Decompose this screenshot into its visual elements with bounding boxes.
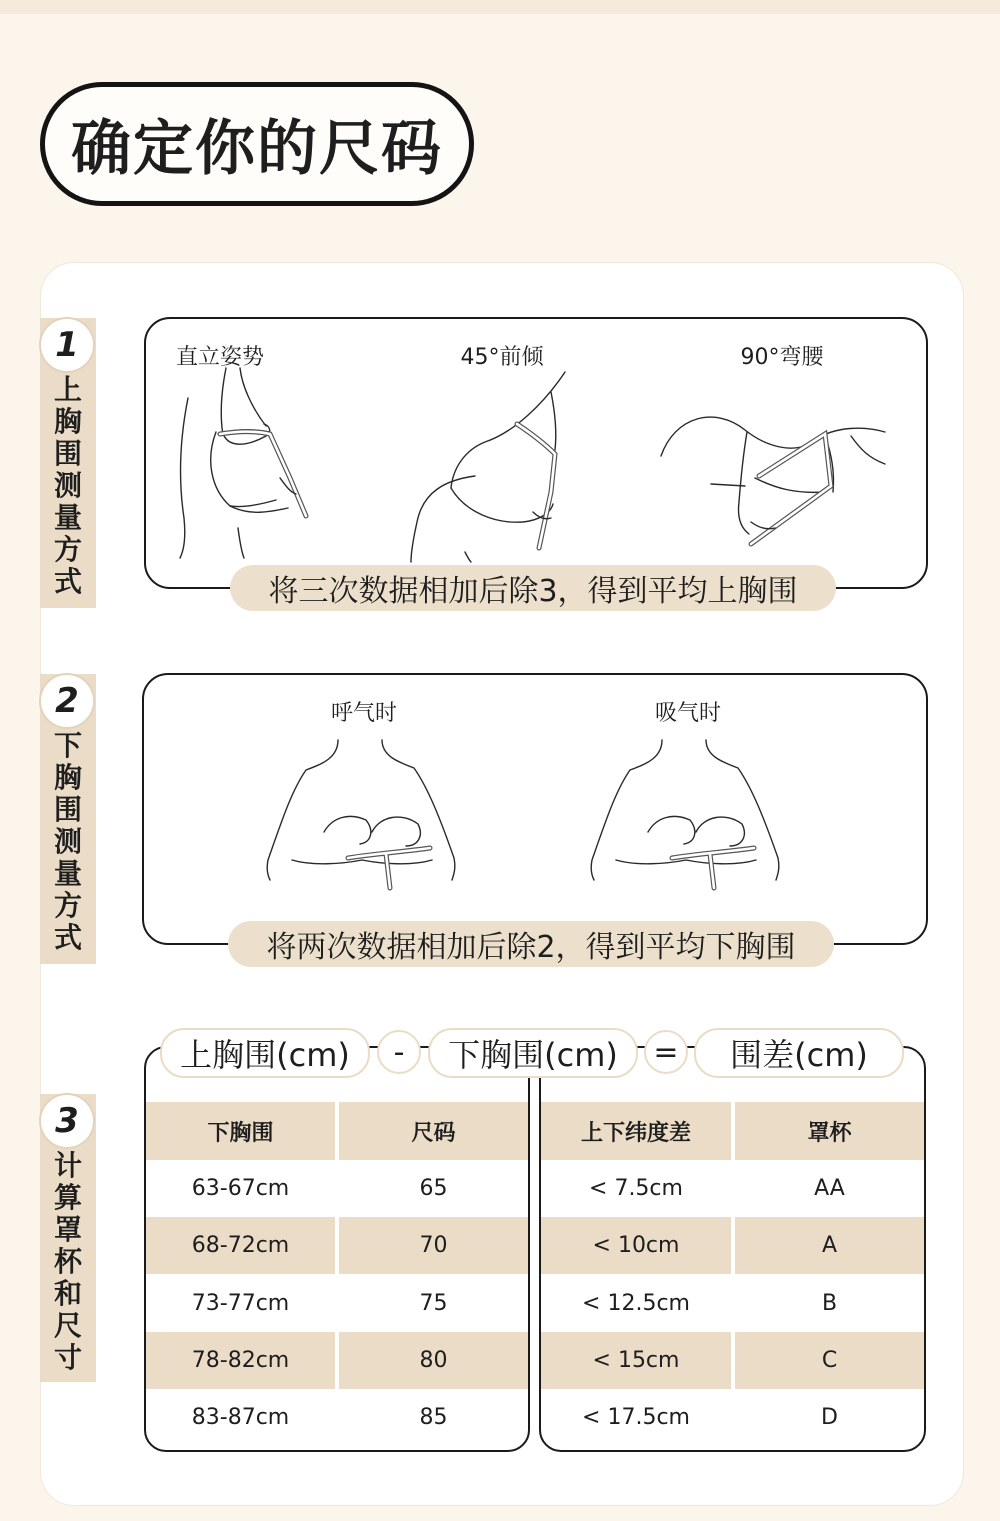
step-2-note: 将两次数据相加后除2，得到平均下胸围 xyxy=(228,921,834,967)
lean-45-figure-illustration xyxy=(405,372,575,562)
step-2-frame xyxy=(142,673,928,945)
formula-overbust: 上胸围(cm) xyxy=(160,1028,370,1078)
size-header-underbust: 下胸围 xyxy=(146,1102,335,1160)
cup-value-cell: C xyxy=(821,1348,838,1373)
size-range-cell: 68-72cm xyxy=(191,1233,290,1258)
exhale-caption: 呼气时 xyxy=(330,701,397,726)
size-table xyxy=(144,1046,530,1452)
formula-underbust: 下胸围(cm) xyxy=(428,1028,638,1078)
step-2-tab xyxy=(40,674,96,964)
step-2-label: 下 胸 围 测 量 方 式 xyxy=(53,729,82,954)
posture-upright-caption: 直立姿势 xyxy=(175,345,264,370)
table-row xyxy=(541,1332,924,1389)
step-3-tab xyxy=(40,1094,96,1382)
step-1-tab xyxy=(40,318,96,608)
size-range-cell: 83-87cm xyxy=(191,1405,290,1430)
size-value-cell: 75 xyxy=(419,1290,448,1316)
step-3-number: 3 xyxy=(39,1093,95,1149)
table-row xyxy=(541,1389,924,1446)
size-value-cell: 80 xyxy=(419,1348,448,1373)
page-title: 确定你的尺码 xyxy=(71,114,443,184)
inhale-figure-illustration xyxy=(586,740,786,880)
size-value-cell: 70 xyxy=(419,1233,448,1258)
table-row xyxy=(146,1274,528,1332)
posture-45-caption: 45°前倾 xyxy=(460,345,544,370)
upright-figure-illustration xyxy=(170,368,330,558)
cup-table-header xyxy=(541,1102,924,1160)
table-row xyxy=(146,1217,528,1274)
bend-90-figure-illustration xyxy=(655,396,905,556)
posture-90-caption: 90°弯腰 xyxy=(740,345,824,370)
size-range-cell: 63-67cm xyxy=(191,1176,290,1201)
cup-difference-cell: < 15cm xyxy=(592,1348,680,1373)
table-row xyxy=(541,1160,924,1217)
cup-value-cell: AA xyxy=(814,1176,845,1201)
cup-header-cup: 罩杯 xyxy=(735,1102,924,1160)
table-row xyxy=(146,1160,528,1217)
step-1-note: 将三次数据相加后除3，得到平均上胸围 xyxy=(230,565,836,611)
formula-equals: = xyxy=(644,1030,688,1074)
exhale-figure-illustration xyxy=(262,740,462,880)
size-range-cell: 78-82cm xyxy=(191,1348,290,1373)
page-title-pill xyxy=(40,82,474,206)
size-range-cell: 73-77cm xyxy=(191,1290,290,1316)
size-value-cell: 65 xyxy=(419,1176,448,1201)
size-header-size: 尺码 xyxy=(339,1102,528,1160)
inhale-caption: 吸气时 xyxy=(654,701,721,726)
formula-minus: - xyxy=(377,1030,421,1074)
cup-value-cell: B xyxy=(821,1290,838,1316)
cup-difference-cell: < 7.5cm xyxy=(589,1176,683,1201)
cup-difference-cell: < 17.5cm xyxy=(582,1405,690,1430)
step-1-number: 1 xyxy=(39,317,95,373)
cup-difference-cell: < 10cm xyxy=(592,1233,680,1258)
table-row xyxy=(146,1332,528,1389)
top-band xyxy=(0,0,1000,14)
cup-difference-cell: < 12.5cm xyxy=(582,1290,690,1316)
size-table-header xyxy=(146,1102,528,1160)
table-row xyxy=(146,1389,528,1446)
cup-header-difference: 上下纬度差 xyxy=(541,1102,731,1160)
table-row xyxy=(541,1217,924,1274)
cup-value-cell: D xyxy=(821,1405,838,1430)
cup-table xyxy=(539,1046,926,1452)
table-row xyxy=(541,1274,924,1332)
cup-value-cell: A xyxy=(821,1233,838,1258)
step-2-number: 2 xyxy=(39,673,95,729)
step-1-label: 上 胸 围 测 量 方 式 xyxy=(53,373,82,598)
formula-difference: 围差(cm) xyxy=(694,1028,904,1078)
size-value-cell: 85 xyxy=(419,1405,448,1430)
step-3-label: 计 算 罩 杯 和 尺 寸 xyxy=(53,1149,82,1374)
